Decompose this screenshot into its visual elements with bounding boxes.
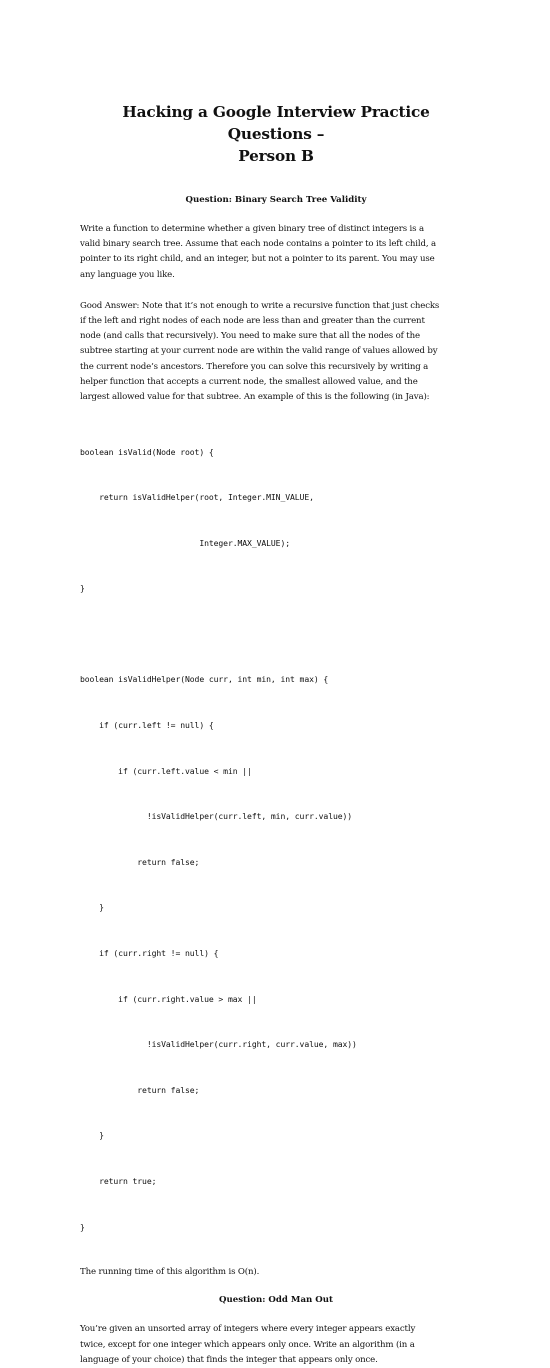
- title-line-2: Person B: [238, 147, 314, 165]
- prompt-line: language of your choice) that finds the integer that appears only once.: [80, 1354, 378, 1365]
- prompt-line: twice, except for one integer which appears only once. Write an algorithm (in a: [80, 1339, 415, 1350]
- document-title: [80, 101, 472, 167]
- code-block-isvalid: [80, 414, 472, 627]
- code-line: if (curr.right != null) {: [80, 947, 219, 958]
- code-line: if (curr.right.value > max ||: [80, 993, 257, 1004]
- running-time-note: The running time of this algorithm is O(n).: [80, 1267, 260, 1278]
- prompt-line: valid binary search tree. Assume that each node contains a pointer to its left child, a: [80, 239, 436, 250]
- code-line: }: [80, 902, 104, 913]
- answer-line: the current node’s ancestors. Therefore you can solve this recursively by writing a: [80, 361, 429, 372]
- question2-prompt: [80, 1322, 472, 1368]
- answer-line: if the left and right nodes of each node are less than and greater than the current: [80, 316, 425, 327]
- answer-line: Good Answer: Note that it’s not enough to write a recursive function that just checks: [80, 300, 440, 311]
- code-line: if (curr.left.value < min ||: [80, 765, 252, 776]
- prompt-line: You’re given an unsorted array of integers where every integer appears exactly: [80, 1324, 416, 1335]
- prompt-line: pointer to its right child, and an integer, but not a pointer to its parent. You may use: [80, 254, 435, 265]
- code-line: return false;: [80, 1084, 200, 1095]
- code-block-isvalidhelper: [80, 642, 472, 1265]
- code-line: !isValidHelper(curr.left, min, curr.value)): [80, 811, 353, 822]
- question1-heading: Question: Binary Search Tree Validity: [185, 195, 367, 205]
- code-line: return false;: [80, 856, 200, 867]
- question1-prompt: [80, 222, 472, 283]
- question2-heading: Question: Odd Man Out: [219, 1295, 333, 1306]
- code-line: return isValidHelper(root, Integer.MIN_VALUE,: [80, 492, 314, 503]
- answer-line: subtree starting at your current node are within the valid range of values allowed by: [80, 346, 438, 357]
- prompt-line: Write a function to determine whether a given binary tree of distinct integers is a: [80, 224, 424, 234]
- code-line: }: [80, 1130, 104, 1141]
- code-line: }: [80, 1221, 85, 1232]
- code-line: if (curr.left != null) {: [80, 720, 214, 731]
- code-line: boolean isValidHelper(Node curr, int min, int max) {: [80, 674, 329, 685]
- code-line: }: [80, 583, 85, 594]
- code-line: boolean isValid(Node root) {: [80, 446, 214, 457]
- answer-line: largest allowed value for that subtree. An example of this is the following (in Java):: [80, 392, 430, 403]
- answer-line: helper function that accepts a current node, the smallest allowed value, and the: [80, 376, 418, 387]
- question1-answer: [80, 299, 472, 405]
- document-content: [80, 101, 472, 1368]
- answer-line: node (and calls that recursively). You need to make sure that all the nodes of the: [80, 331, 420, 342]
- code-line: return true;: [80, 1175, 157, 1186]
- code-line: Integer.MAX_VALUE);: [80, 537, 291, 548]
- code-line: !isValidHelper(curr.right, curr.value, max)): [80, 1039, 357, 1050]
- title-line-1: Hacking a Google Interview Practice Questions –: [122, 103, 430, 143]
- prompt-line: any language you like.: [80, 269, 175, 280]
